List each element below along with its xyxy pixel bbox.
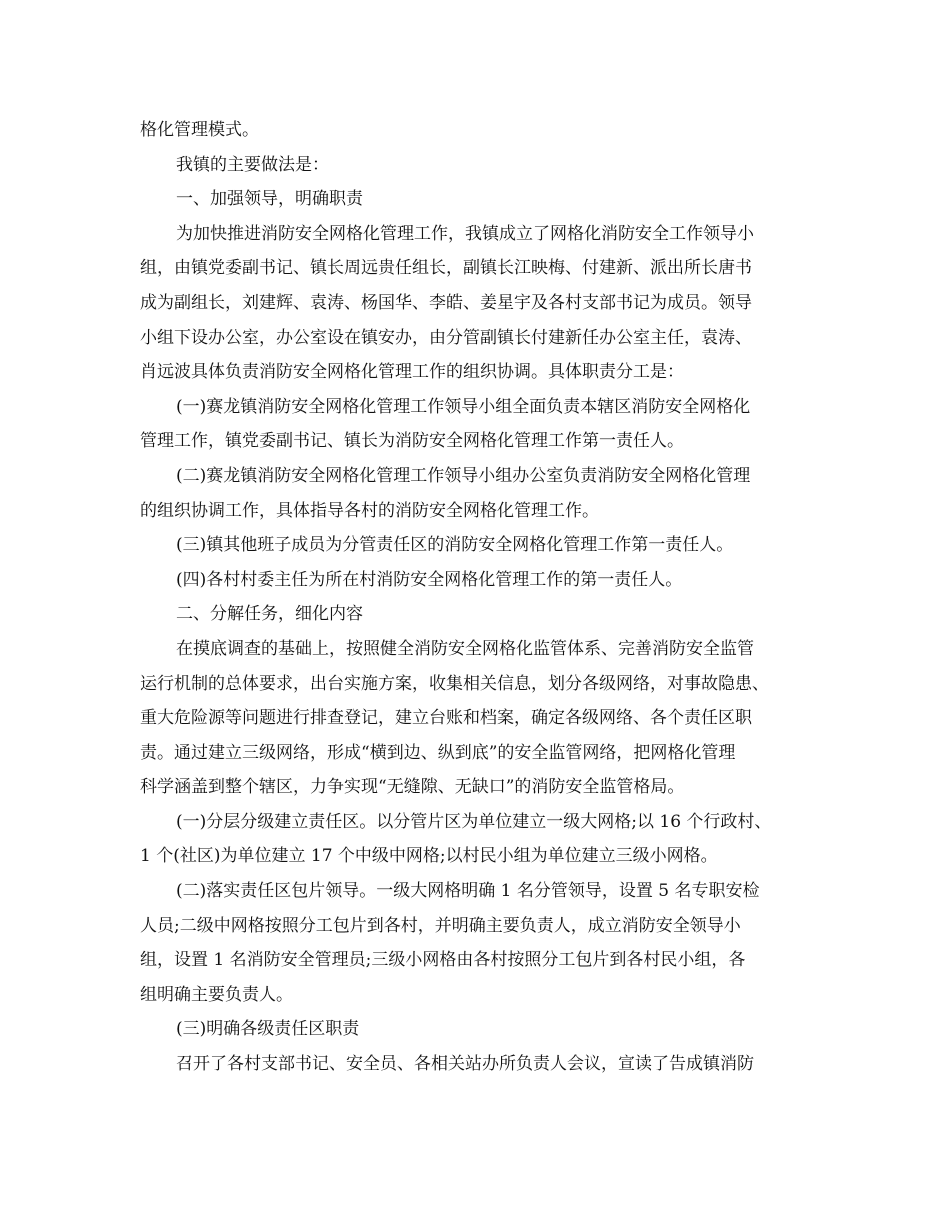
document-page <box>140 113 812 1082</box>
text-line: 我镇的主要做法是： <box>176 154 329 175</box>
text-line: (一)赛龙镇消防安全网格化管理工作领导小组全面负责本辖区消防安全网格化 <box>176 396 751 417</box>
text-line: 二、分解任务，细化内容 <box>176 604 363 625</box>
text-line: 组明确主要负责人。 <box>140 984 293 1005</box>
text-line: 在摸底调查的基础上，按照健全消防安全网格化监管体系、完善消防安全监管 <box>176 638 754 659</box>
text-line: 肖远波具体负责消防安全网格化管理工作的组织协调。具体职责分工是： <box>140 362 684 383</box>
text-line: 格化管理模式。 <box>140 120 259 140</box>
text-line: 的组织协调工作，具体指导各村的消防安全网格化管理工作。 <box>140 500 599 521</box>
text-line: 运行机制的总体要求，出台实施方案，收集相关信息，划分各级网络，对事故隐患、 <box>140 673 769 694</box>
text-line: 小组下设办公室，办公室设在镇安办，由分管副镇长付建新任办公室主任，袁涛、 <box>140 327 752 348</box>
text-line: 组，由镇党委副书记、镇长周远贵任组长，副镇长江映梅、付建新、派出所长唐书 <box>140 258 752 279</box>
text-line: (三)镇其他班子成员为分管责任区的消防安全网格化管理工作第一责任人。 <box>176 535 734 556</box>
text-line: (二)落实责任区包片领导。一级大网格明确 1 名分管领导，设置 5 名专职安检 <box>176 881 760 902</box>
text-line: 组，设置 1 名消防安全管理员;三级小网格由各村按照分工包片到各村民小组，各 <box>140 950 746 971</box>
text-line: 1 个(社区)为单位建立 17 个中级中网格;以村民小组为单位建立三级小网格。 <box>140 846 718 867</box>
text-line: 人员;二级中网格按照分工包片到各村，并明确主要负责人，成立消防安全领导小 <box>140 915 741 936</box>
text-line: 召开了各村支部书记、安全员、各相关站办所负责人会议，宣读了告成镇消防 <box>176 1054 754 1075</box>
text-line: 科学涵盖到整个辖区，力争实现“无缝隙、无缺口”的消防安全监管格局。 <box>140 777 685 798</box>
text-line: (四)各村村委主任为所在村消防安全网格化管理工作的第一责任人。 <box>176 569 683 590</box>
text-line: (二)赛龙镇消防安全网格化管理工作领导小组办公室负责消防安全网格化管理 <box>176 465 751 486</box>
text-line: (三)明确各级责任区职责 <box>176 1019 360 1040</box>
text-line: 管理工作，镇党委副书记、镇长为消防安全网格化管理工作第一责任人。 <box>140 431 684 452</box>
text-line: 重大危险源等问题进行排查登记，建立台账和档案，确定各级网络、各个责任区职 <box>140 708 752 729</box>
text-line: 责。通过建立三级网络，形成“横到边、纵到底”的安全监管网络，把网格化管理 <box>140 742 736 763</box>
text-line: 一、加强领导，明确职责 <box>176 189 363 210</box>
text-line: 成为副组长，刘建辉、袁涛、杨国华、李皓、姜星宇及各村支部书记为成员。领导 <box>140 292 752 313</box>
text-line: (一)分层分级建立责任区。以分管片区为单位建立一级大网格;以 16 个行政村、 <box>176 811 772 832</box>
text-line: 为加快推进消防安全网格化管理工作，我镇成立了网格化消防安全工作领导小 <box>176 223 754 244</box>
